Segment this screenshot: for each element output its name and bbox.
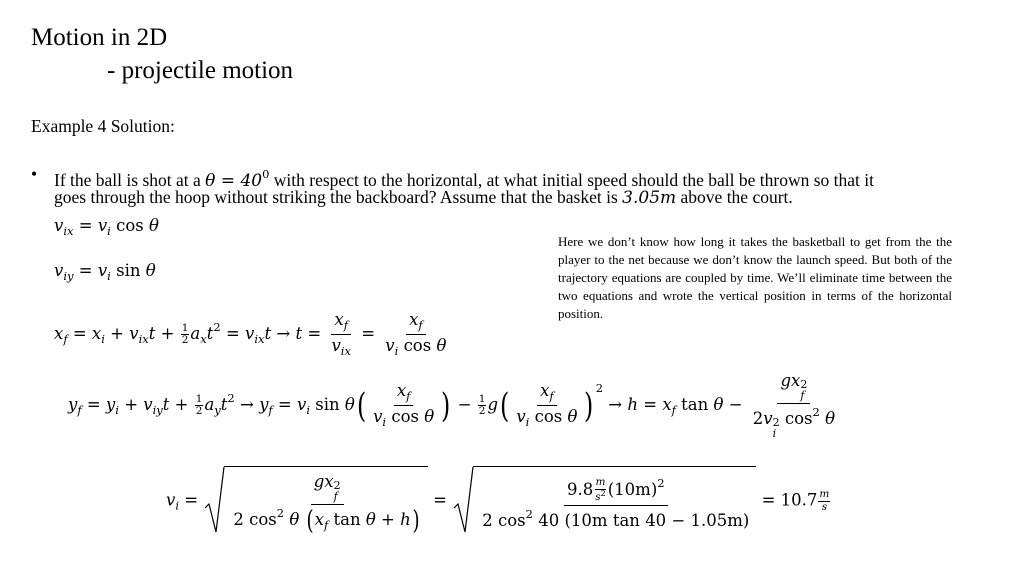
question-line-2-post: above the court. xyxy=(680,187,793,207)
equation-vix: $v_{ix} = v_i$ cos θ xyxy=(54,216,159,238)
angle-math: $\theta = 40^0$ xyxy=(205,167,270,191)
example-heading: Example 4 Solution: xyxy=(31,116,175,136)
question-line-1-post: with respect to the horizontal, at what initial speed should the ball be thrown so that it xyxy=(273,170,874,190)
bullet-marker: • xyxy=(31,164,38,184)
slide-title: Motion in 2D xyxy=(31,24,168,51)
slide-subtitle: - projectile motion xyxy=(107,57,294,84)
equation-xf: $x_f = x_i + v_{ix}t$ + $\frac{1}{2}$ $a_xt^2 = v_{ix}t \to t$ = $\frac{x_f}{v_{ix}}$ = $\frac{x_f}{v_i \cos \theta}$ xyxy=(54,310,447,359)
sqrt-symbolic: gx 2 f 2 $\cos^2 \theta$ ($x_f$ tan θ + h) xyxy=(203,466,428,536)
equation-yf: $y_f = y_i + v_{iy}t$ + $\frac{1}{2}$ $a_yt^2 \to y_f = v_i$ sin θ( $\frac{x_f}{v_i \cos \theta}$ ) − $\frac{1}{2}$ g( $\frac{x_f}{v_i \cos \theta}$ ) $^2 \to h = x_f$ tan θ − gx 2 f 2v 2 i $\cos^2 \theta$ xyxy=(68,371,836,440)
question-line-2 xyxy=(54,186,793,210)
equation-vi: $v_i$ = gx 2 f 2 $\cos^2 \theta$ ($x_f$ tan θ + h) = 9.8 $\frac{m}{s^2}$ $(10m)^2$ 2 $\cos^2 40$ (10m tan 40 − 1.05m) = 10.7 $\frac{m}{s}$ xyxy=(166,466,831,536)
explanation-note: Here we don’t know how long it takes the basketball to get from the the player to the net because we don’t know the launch speed. But both of the trajectory equations are coupled by time. We’ll eliminate time between the two equations and wrote the vertical position in terms of the horizontal position. xyxy=(558,234,952,321)
equation-viy: $v_{iy} = v_i$ sin θ xyxy=(54,261,156,283)
height-math: 3.05m xyxy=(622,188,677,208)
sqrt-numeric: 9.8 $\frac{m}{s^2}$ $(10m)^2$ 2 $\cos^2 40$ (10m tan 40 − 1.05m) xyxy=(452,466,756,536)
question-line-2-pre: goes through the hoop without striking the backboard? Assume that the basket is xyxy=(54,187,618,207)
question-line-1-pre: If the ball is shot at a xyxy=(54,170,201,190)
